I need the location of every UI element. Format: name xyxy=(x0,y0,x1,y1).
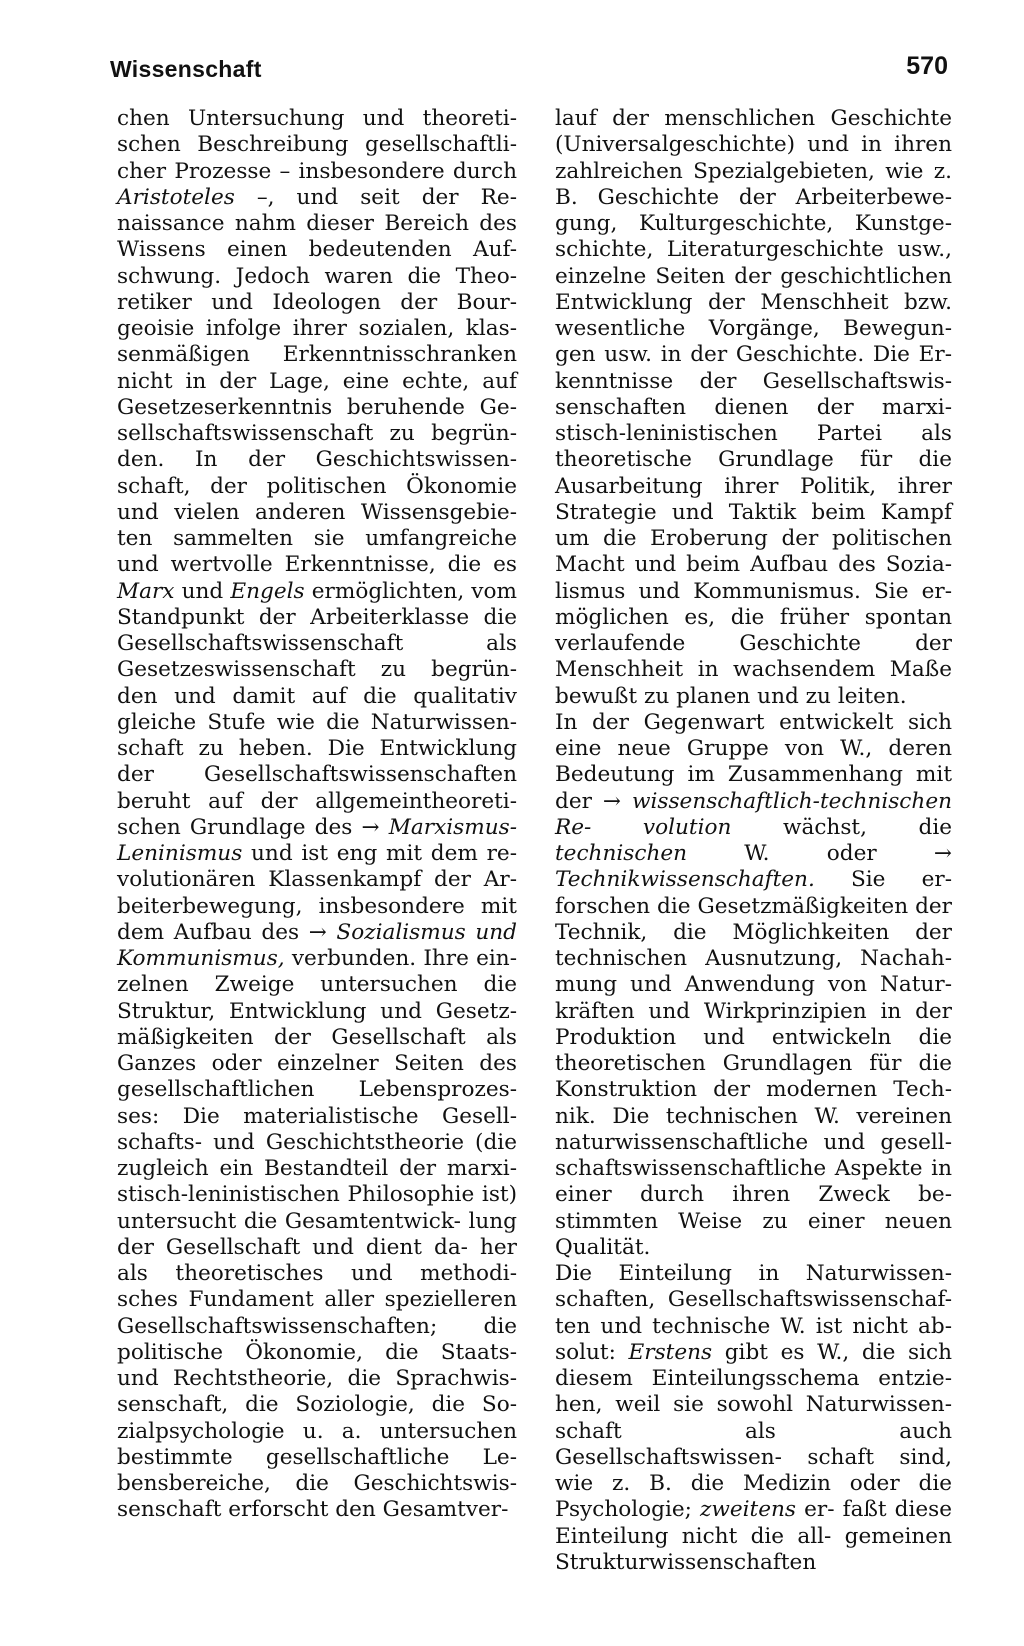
italic-term: Technikwissenschaften. xyxy=(555,867,815,893)
italic-term: Erstens xyxy=(628,1339,713,1365)
text-run: ermöglichten, vom Standpunkt der Arbeiterklasse die Gesellschaftswissenschaft als Gesetzeswissenschaft zu begrün- den und damit auf die qualitativ gleiche Stufe wie die Naturwissen- schaft zu heben. Die Entwicklung der Gesellschaftswissenschaften beruht auf der allgemeintheoreti- schen Grundlage des → xyxy=(117,578,517,840)
text-run: verbunden. Ihre ein- zelnen Zweige untersuchen die Struktur, Entwicklung und Gesetz- mäßigkeiten der Gesellschaft als Ganzes oder einzelner Seiten des gesellschaftlichen Lebensprozes- ses: Die materialistische Gesell- schafts- und Geschichtstheorie (die zugleich ein Bestandteil der marxi- stisch-leninistischen Philosophie ist) untersucht die Gesamtentwick- lung der Gesellschaft und dient da- her als theoretisches und methodi- sches Fundament aller spezielleren Gesellschaftswissenschaften; die politische Ökonomie, die Staats- und Rechtstheorie, die Sprachwis- senschaft, die Soziologie, die So- zialpsychologie u. a. untersuchen bestimmte gesellschaftliche Le- bensbereiche, die Geschichtswis- senschaft erforscht den Gesamtver- xyxy=(117,946,517,1523)
text-run: er- faßt diese Einteilung nicht die all- gemeinen Strukturwissenschaften xyxy=(555,1497,952,1575)
text-run: W. oder → xyxy=(687,841,952,866)
right-column-paragraph-3 xyxy=(555,1261,952,1576)
italic-term: Aristoteles xyxy=(117,184,235,210)
right-column-paragraph-1 xyxy=(555,106,952,710)
italic-term: Marxismus- Leninismus xyxy=(117,814,517,866)
italic-term: wissenschaftlich-technischen Re- volution xyxy=(555,788,952,840)
text-run: lauf der menschlichen Geschichte (Universalgeschichte) und in ihren zahlreichen Spezialgebieten, wie z. B. Geschichte der Arbeiterbewe- gung, Kulturgeschichte, Kunstge- schichte, Literaturgeschichte usw., einzelne Seiten der geschichtlichen Entwicklung der Menschheit bzw. wesentliche Vorgänge, Bewegun- gen usw. in der Geschichte. Die Er- kenntnisse der Gesellschaftswis- senschaften dienen der marxi- stisch-leninistischen Partei als theoretische Grundlage für die Ausarbeitung ihrer Politik, ihrer Strategie und Taktik beim Kampf um die Eroberung der politischen Macht und beim Aufbau des Sozia- lismus und Kommunismus. Sie er- möglichen es, die früher spontan verlaufende Geschichte der Menschheit in wachsendem Maße bewußt zu planen und zu leiten. xyxy=(555,106,952,709)
page-number: 570 xyxy=(906,52,948,80)
left-column xyxy=(117,106,517,1524)
text-run: wächst, die xyxy=(731,814,953,840)
italic-term: technischen xyxy=(555,841,688,866)
text-run: und ist eng mit dem re- volutionären Klassenkampf der Ar- beiterbewegung, insbesondere mit dem Aufbau des → xyxy=(117,841,517,945)
text-run: –, und seit der Re- naissance nahm dieser Bereich des Wissens einen bedeutenden Auf- schwung. Jedoch waren die Theo- retiker und Ideologen der Bour- geoisie infolge ihrer sozialen, klas- senmäßigen Erkenntnisschranken nicht in der Lage, eine echte, auf Gesetzeserkenntnis beruhende Ge- sellschaftswissenschaft zu begrün- den. In der Geschichtswissen- schaft, der politischen Ökonomie und vielen anderen Wissensgebie- ten sammelten sie umfangreiche und wertvolle Erkenntnisse, die es xyxy=(117,184,517,578)
text-run: In der Gegenwart entwickelt sich eine neue Gruppe von W., deren Bedeutung im Zusammenhang mit der → xyxy=(555,709,952,814)
italic-term: Sozialismus und Kommunismus, xyxy=(117,919,517,971)
running-head-title: Wissenschaft xyxy=(110,56,262,82)
text-run: Die Einteilung in Naturwissen- schaften, Gesellschaftswissenschaf- ten und technische W. ist nicht ab- solut: xyxy=(555,1261,952,1365)
italic-term: Engels xyxy=(230,578,305,604)
text-run: und xyxy=(174,578,231,604)
italic-term: zweitens xyxy=(700,1497,797,1523)
right-column-paragraph-2 xyxy=(555,710,952,1261)
text-run: chen Untersuchung und theoreti- schen Beschreibung gesellschaftli- cher Prozesse – insbesondere durch xyxy=(117,106,517,184)
right-column xyxy=(555,106,952,1576)
italic-term: Marx xyxy=(117,578,175,604)
text-run: Sie er- forschen die Gesetzmäßigkeiten der Technik, die Möglichkeiten der technischen Ausnutzung, Nachah- mung und Anwendung von Natur- kräften und Wirkprinzipien in der Produktion und entwickeln die theoretischen Grundlagen für die Konstruktion der modernen Tech- nik. Die technischen W. vereinen naturwissenschaftliche und gesell- schaftswissenschaftliche Aspekte in einer durch ihren Zweck be- stimmten Weise zu einer neuen Qualität. xyxy=(555,867,952,1260)
left-column-paragraph xyxy=(117,106,517,1524)
text-run: gibt es W., die sich diesem Einteilungsschema entzie- hen, weil sie sowohl Naturwissen- schaft als auch Gesellschaftswissen- schaft sind, wie z. B. die Medizin oder die Psychologie; xyxy=(555,1339,952,1523)
